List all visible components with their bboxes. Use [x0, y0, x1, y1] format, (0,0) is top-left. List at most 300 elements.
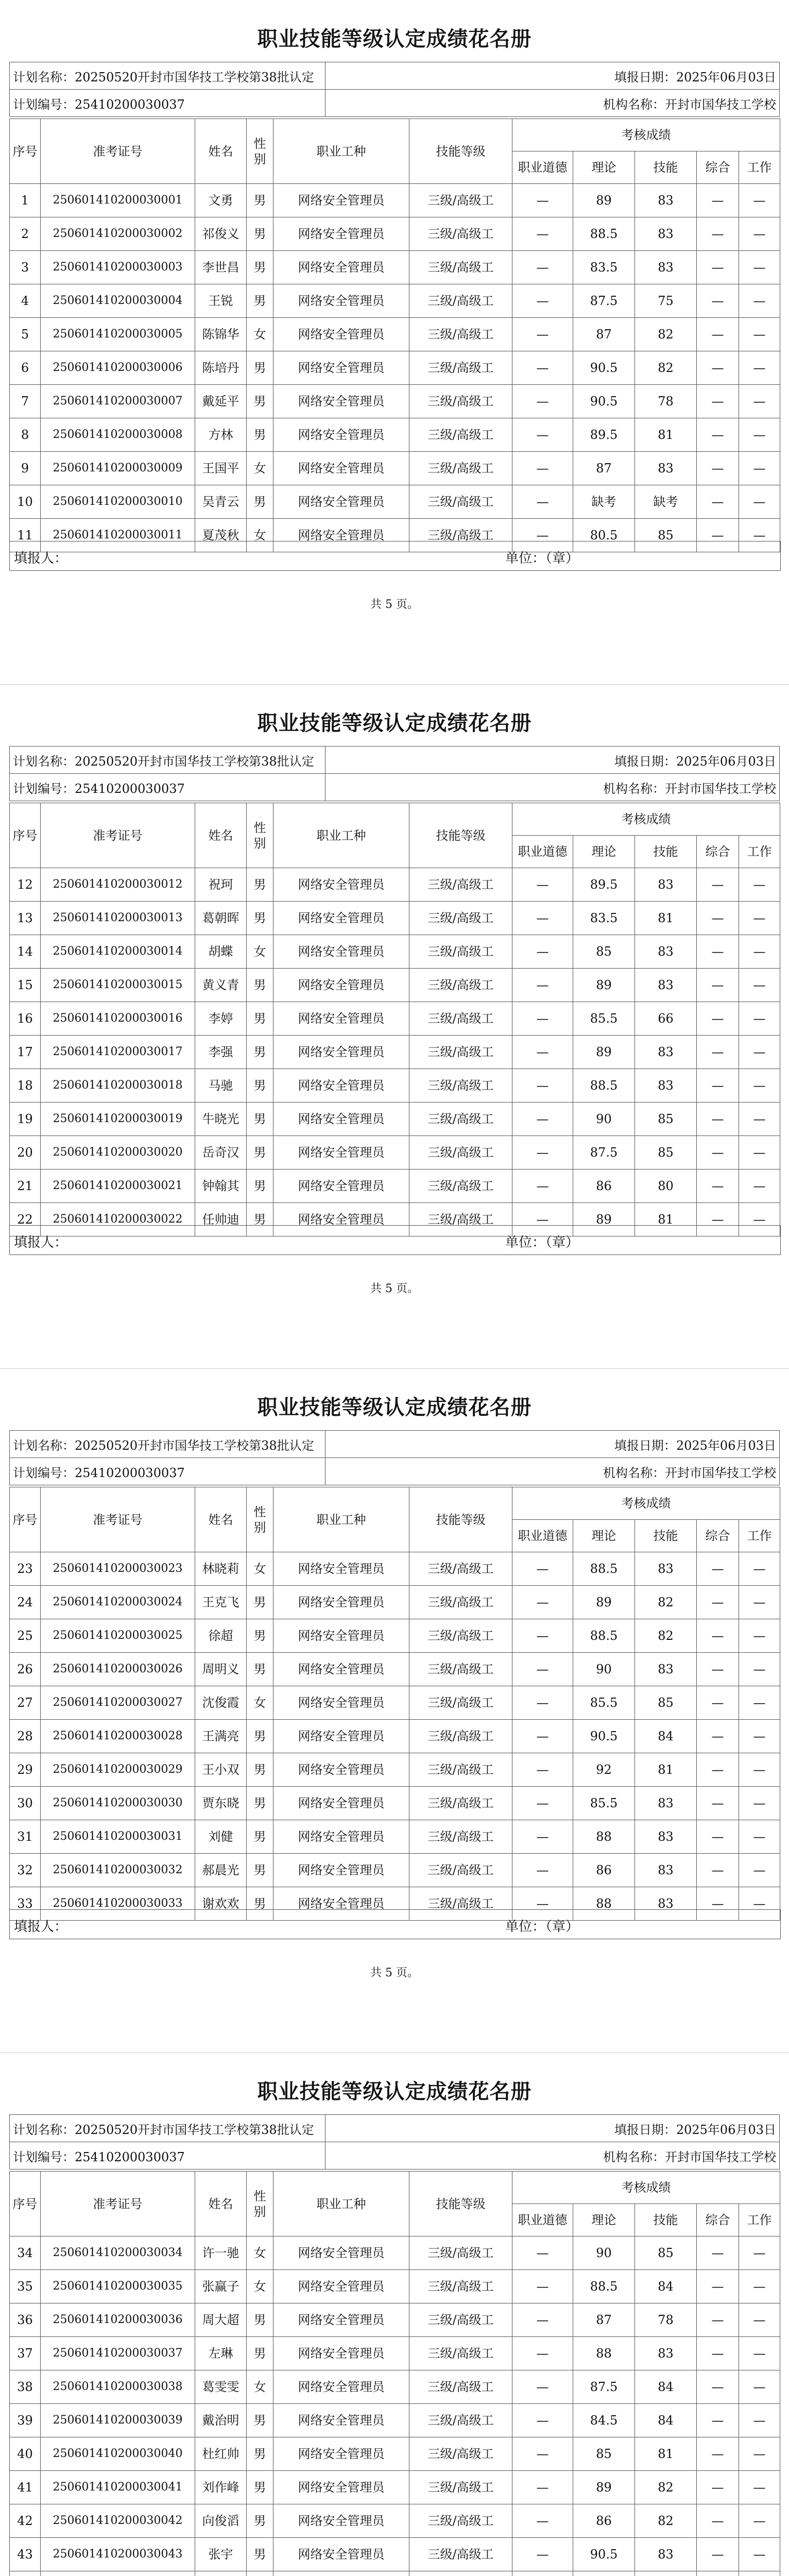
cell-seq: 5 — [10, 318, 41, 351]
cell-theory: 87 — [573, 318, 635, 351]
cell-ticket: 250601410200030023 — [41, 1552, 195, 1586]
cell-skill: 83 — [635, 452, 697, 485]
cell-work: — — [739, 1854, 780, 1887]
cell-seq: 36 — [10, 2303, 41, 2337]
cell-job: 网络安全管理员 — [273, 1720, 409, 1753]
table-row — [10, 2270, 780, 2303]
cell-ethics: — — [512, 2236, 573, 2270]
cell-name: 文勇 — [195, 184, 247, 217]
cell-seq: 27 — [10, 1686, 41, 1720]
plan-info-table — [9, 1430, 780, 1485]
table-row — [10, 184, 780, 217]
cell-work — [739, 2571, 780, 2576]
table-row — [10, 1136, 780, 1170]
cell-ticket: 250601410200030029 — [41, 1753, 195, 1787]
table-row — [10, 385, 780, 418]
cell-overall: — — [697, 1136, 739, 1170]
cell-job: 网络安全管理员 — [273, 251, 409, 284]
cell-ticket: 250601410200030017 — [41, 1036, 195, 1069]
cell-ticket: 250601410200030033 — [41, 1887, 195, 1921]
cell-ethics: — — [512, 902, 573, 935]
cell-name: 杜红帅 — [195, 2437, 247, 2471]
cell-name: 贾东晓 — [195, 1787, 247, 1820]
cell-overall: — — [697, 2471, 739, 2504]
cell-job: 网络安全管理员 — [273, 1586, 409, 1619]
cell-ethics: — — [512, 1854, 573, 1887]
cell-job: 网络安全管理员 — [273, 385, 409, 418]
cell-theory: 85.5 — [573, 1686, 635, 1720]
cell-skill: 81 — [635, 418, 697, 452]
cell-ethics: — — [512, 1753, 573, 1787]
col-theory: 理论 — [573, 151, 635, 184]
cell-ethics: — — [512, 418, 573, 452]
cell-gender — [247, 2571, 273, 2576]
cell-theory: 89 — [573, 1036, 635, 1069]
cell-skill — [635, 2571, 697, 2576]
col-scores: 考核成绩 — [512, 2172, 780, 2204]
cell-job: 网络安全管理员 — [273, 452, 409, 485]
cell-ethics: — — [512, 868, 573, 902]
reporter-label: 填报人： — [14, 1235, 68, 1250]
cell-skill: 83 — [635, 2337, 697, 2370]
cell-skill: 80 — [635, 1170, 697, 1203]
col-work: 工作 — [739, 151, 780, 184]
cell-theory: 88.5 — [573, 2270, 635, 2303]
cell-name: 王小双 — [195, 1753, 247, 1787]
table-row — [10, 1787, 780, 1820]
cell-gender: 女 — [247, 2236, 273, 2270]
cell-ethics: — — [512, 2370, 573, 2404]
cell-gender: 女 — [247, 1686, 273, 1720]
cell-overall: — — [697, 902, 739, 935]
cell-ethics: — — [512, 1820, 573, 1854]
cell-seq: 1 — [10, 184, 41, 217]
org-name: 机构名称：开封市国华技工学校 — [325, 90, 780, 117]
cell-seq: 29 — [10, 1753, 41, 1787]
cell-work: — — [739, 2370, 780, 2404]
cell-overall: — — [697, 1653, 739, 1686]
col-ticket: 准考证号 — [41, 2172, 195, 2236]
cell-overall: — — [697, 2270, 739, 2303]
cell-ethics: — — [512, 1136, 573, 1170]
cell-level: 三级/高级工 — [409, 385, 512, 418]
cell-gender: 男 — [247, 485, 273, 519]
cell-gender: 女 — [247, 1552, 273, 1586]
cell-ticket: 250601410200030042 — [41, 2504, 195, 2538]
cell-work: — — [739, 2303, 780, 2337]
cell-work: — — [739, 1653, 780, 1686]
cell-job: 网络安全管理员 — [273, 1203, 409, 1236]
page-title: 职业技能等级认定成绩花名册 — [257, 1395, 532, 1419]
col-gender: 性别 — [247, 119, 273, 184]
cell-ticket: 250601410200030024 — [41, 1586, 195, 1619]
table-row — [10, 2571, 780, 2576]
cell-overall: — — [697, 1552, 739, 1586]
cell-level: 三级/高级工 — [409, 1720, 512, 1753]
cell-overall: — — [697, 1720, 739, 1753]
table-row — [10, 318, 780, 351]
table-row — [10, 2337, 780, 2370]
cell-job: 网络安全管理员 — [273, 2538, 409, 2571]
cell-ethics: — — [512, 1686, 573, 1720]
document-page — [0, 684, 789, 1369]
cell-name: 李世昌 — [195, 251, 247, 284]
cell-work: — — [739, 251, 780, 284]
cell-skill: 83 — [635, 1653, 697, 1686]
cell-work: — — [739, 2337, 780, 2370]
cell-level: 三级/高级工 — [409, 1203, 512, 1236]
cell-skill: 85 — [635, 2236, 697, 2270]
cell-ethics: — — [512, 2504, 573, 2538]
cell-seq: 28 — [10, 1720, 41, 1753]
cell-work: — — [739, 1203, 780, 1236]
cell-gender: 男 — [247, 1820, 273, 1854]
col-name: 姓名 — [195, 803, 247, 868]
cell-theory: 90 — [573, 1103, 635, 1136]
cell-seq: 30 — [10, 1787, 41, 1820]
cell-ticket — [41, 2571, 195, 2576]
cell-ethics: — — [512, 1619, 573, 1653]
cell-theory: 89.5 — [573, 868, 635, 902]
cell-gender: 男 — [247, 1887, 273, 1921]
cell-level: 三级/高级工 — [409, 1820, 512, 1854]
cell-ethics: — — [512, 2404, 573, 2437]
cell-level: 三级/高级工 — [409, 485, 512, 519]
cell-work: — — [739, 1720, 780, 1753]
cell-ticket: 250601410200030038 — [41, 2370, 195, 2404]
cell-job: 网络安全管理员 — [273, 184, 409, 217]
col-level: 技能等级 — [409, 1487, 512, 1552]
cell-ticket: 250601410200030022 — [41, 1203, 195, 1236]
cell-overall: — — [697, 418, 739, 452]
cell-seq: 20 — [10, 1136, 41, 1170]
unit-seal-label: 单位：（章） — [505, 551, 579, 566]
table-row — [10, 1170, 780, 1203]
cell-seq: 31 — [10, 1820, 41, 1854]
cell-level: 三级/高级工 — [409, 418, 512, 452]
cell-name: 夏茂秋 — [195, 519, 247, 552]
table-row — [10, 2404, 780, 2437]
col-skill: 技能 — [635, 151, 697, 184]
cell-gender: 男 — [247, 1619, 273, 1653]
table-row — [10, 1036, 780, 1069]
table-row — [10, 2504, 780, 2538]
cell-job: 网络安全管理员 — [273, 418, 409, 452]
table-row — [10, 2471, 780, 2504]
cell-gender: 男 — [247, 1753, 273, 1787]
col-scores: 考核成绩 — [512, 803, 780, 836]
table-row — [10, 251, 780, 284]
cell-ticket: 250601410200030008 — [41, 418, 195, 452]
cell-theory: 86 — [573, 2504, 635, 2538]
cell-ticket: 250601410200030026 — [41, 1653, 195, 1686]
cell-gender: 男 — [247, 2504, 273, 2538]
cell-level: 三级/高级工 — [409, 1552, 512, 1586]
cell-skill: 82 — [635, 2504, 697, 2538]
plan-name: 计划名称：20250520开封市国华技工学校第38批认定 — [10, 2115, 325, 2142]
cell-level: 三级/高级工 — [409, 868, 512, 902]
cell-job: 网络安全管理员 — [273, 2270, 409, 2303]
cell-seq: 3 — [10, 251, 41, 284]
cell-overall: — — [697, 2236, 739, 2270]
cell-ticket: 250601410200030011 — [41, 519, 195, 552]
cell-ticket: 250601410200030009 — [41, 452, 195, 485]
cell-overall: — — [697, 2437, 739, 2471]
cell-skill: 82 — [635, 1619, 697, 1653]
cell-ethics: — — [512, 969, 573, 1002]
cell-gender: 男 — [247, 1136, 273, 1170]
cell-ethics — [512, 2571, 573, 2576]
cell-level: 三级/高级工 — [409, 1069, 512, 1103]
col-theory: 理论 — [573, 1520, 635, 1552]
cell-name — [195, 2571, 247, 2576]
cell-name: 祝珂 — [195, 868, 247, 902]
col-ticket: 准考证号 — [41, 119, 195, 184]
cell-name: 许一驰 — [195, 2236, 247, 2270]
cell-work: — — [739, 2404, 780, 2437]
cell-gender: 男 — [247, 418, 273, 452]
col-work: 工作 — [739, 836, 780, 868]
cell-name: 牛晓光 — [195, 1103, 247, 1136]
cell-ethics: — — [512, 1002, 573, 1036]
cell-skill: 81 — [635, 1203, 697, 1236]
table-row — [10, 1619, 780, 1653]
cell-skill: 83 — [635, 251, 697, 284]
reporter-label: 填报人： — [14, 1919, 68, 1935]
cell-overall: — — [697, 1887, 739, 1921]
cell-overall: — — [697, 1036, 739, 1069]
cell-seq: 42 — [10, 2504, 41, 2538]
cell-skill: 缺考 — [635, 485, 697, 519]
col-skill: 技能 — [635, 2204, 697, 2236]
cell-theory: 92 — [573, 1753, 635, 1787]
cell-job: 网络安全管理员 — [273, 1854, 409, 1887]
cell-seq: 39 — [10, 2404, 41, 2437]
cell-seq: 4 — [10, 284, 41, 318]
cell-level: 三级/高级工 — [409, 935, 512, 969]
cell-level: 三级/高级工 — [409, 1002, 512, 1036]
cell-seq: 34 — [10, 2236, 41, 2270]
cell-gender: 男 — [247, 1170, 273, 1203]
cell-level: 三级/高级工 — [409, 1686, 512, 1720]
cell-ticket: 250601410200030034 — [41, 2236, 195, 2270]
col-seq: 序号 — [10, 1487, 41, 1552]
cell-name: 吴青云 — [195, 485, 247, 519]
cell-skill: 83 — [635, 1036, 697, 1069]
cell-overall: — — [697, 935, 739, 969]
cell-theory — [573, 2571, 635, 2576]
cell-seq: 22 — [10, 1203, 41, 1236]
table-row — [10, 418, 780, 452]
table-row — [10, 2303, 780, 2337]
table-row — [10, 969, 780, 1002]
cell-level: 三级/高级工 — [409, 1103, 512, 1136]
page-title: 职业技能等级认定成绩花名册 — [257, 711, 532, 735]
cell-work: — — [739, 1103, 780, 1136]
cell-theory: 85.5 — [573, 1002, 635, 1036]
cell-ethics: — — [512, 452, 573, 485]
cell-overall: — — [697, 1203, 739, 1236]
org-name: 机构名称：开封市国华技工学校 — [325, 774, 780, 801]
cell-ticket: 250601410200030016 — [41, 1002, 195, 1036]
cell-name: 戴治明 — [195, 2404, 247, 2437]
cell-work: — — [739, 1686, 780, 1720]
cell-work: — — [739, 1170, 780, 1203]
cell-job: 网络安全管理员 — [273, 2303, 409, 2337]
cell-ethics: — — [512, 2471, 573, 2504]
table-row — [10, 2236, 780, 2270]
cell-job: 网络安全管理员 — [273, 284, 409, 318]
cell-gender: 男 — [247, 969, 273, 1002]
table-row — [10, 2370, 780, 2404]
cell-ticket: 250601410200030005 — [41, 318, 195, 351]
page-title: 职业技能等级认定成绩花名册 — [257, 27, 532, 51]
cell-work: — — [739, 351, 780, 385]
cell-work: — — [739, 184, 780, 217]
plan-name: 计划名称：20250520开封市国华技工学校第38批认定 — [10, 62, 325, 90]
cell-name: 李强 — [195, 1036, 247, 1069]
cell-seq: 37 — [10, 2337, 41, 2370]
cell-theory: 89 — [573, 2471, 635, 2504]
cell-level: 三级/高级工 — [409, 1653, 512, 1686]
cell-skill: 81 — [635, 902, 697, 935]
table-row — [10, 2538, 780, 2571]
cell-job: 网络安全管理员 — [273, 2437, 409, 2471]
cell-ethics: — — [512, 1170, 573, 1203]
col-seq: 序号 — [10, 2172, 41, 2236]
cell-gender: 男 — [247, 2538, 273, 2571]
cell-ticket: 250601410200030036 — [41, 2303, 195, 2337]
cell-seq: 19 — [10, 1103, 41, 1136]
cell-seq: 13 — [10, 902, 41, 935]
cell-gender: 男 — [247, 1069, 273, 1103]
cell-seq: 12 — [10, 868, 41, 902]
cell-seq: 40 — [10, 2437, 41, 2471]
cell-ticket: 250601410200030003 — [41, 251, 195, 284]
cell-seq: 2 — [10, 217, 41, 251]
cell-name: 郝晨光 — [195, 1854, 247, 1887]
cell-overall: — — [697, 351, 739, 385]
cell-gender: 男 — [247, 1854, 273, 1887]
cell-overall: — — [697, 251, 739, 284]
cell-job: 网络安全管理员 — [273, 1170, 409, 1203]
cell-level: 三级/高级工 — [409, 1753, 512, 1787]
cell-level: 三级/高级工 — [409, 2337, 512, 2370]
cell-theory: 86 — [573, 1170, 635, 1203]
cell-job: 网络安全管理员 — [273, 519, 409, 552]
cell-gender: 男 — [247, 1002, 273, 1036]
report-date: 填报日期：2025年06月03日 — [325, 62, 780, 90]
plan-info-table — [9, 2114, 780, 2170]
cell-name: 王满亮 — [195, 1720, 247, 1753]
plan-name: 计划名称：20250520开封市国华技工学校第38批认定 — [10, 1431, 325, 1458]
cell-job: 网络安全管理员 — [273, 1069, 409, 1103]
cell-level: 三级/高级工 — [409, 284, 512, 318]
cell-ethics: — — [512, 1552, 573, 1586]
table-row — [10, 1686, 780, 1720]
cell-level: 三级/高级工 — [409, 519, 512, 552]
cell-overall: — — [697, 2337, 739, 2370]
cell-name: 周大超 — [195, 2303, 247, 2337]
cell-level: 三级/高级工 — [409, 2471, 512, 2504]
cell-theory: 88.5 — [573, 1069, 635, 1103]
cell-level: 三级/高级工 — [409, 318, 512, 351]
cell-name: 岳奇汉 — [195, 1136, 247, 1170]
cell-skill: 78 — [635, 385, 697, 418]
plan-number: 计划编号：25410200030037 — [10, 774, 325, 801]
table-row — [10, 217, 780, 251]
cell-work: — — [739, 2538, 780, 2571]
cell-seq: 14 — [10, 935, 41, 969]
cell-overall: — — [697, 1586, 739, 1619]
cell-work: — — [739, 385, 780, 418]
plan-number: 计划编号：25410200030037 — [10, 90, 325, 117]
cell-work: — — [739, 1820, 780, 1854]
cell-overall: — — [697, 1753, 739, 1787]
cell-job: 网络安全管理员 — [273, 902, 409, 935]
cell-level: 三级/高级工 — [409, 1854, 512, 1887]
cell-ethics: — — [512, 1586, 573, 1619]
cell-seq: 10 — [10, 485, 41, 519]
col-job: 职业工种 — [273, 2172, 409, 2236]
cell-skill: 83 — [635, 1787, 697, 1820]
cell-name: 刘健 — [195, 1820, 247, 1854]
cell-skill: 83 — [635, 1854, 697, 1887]
cell-ticket: 250601410200030035 — [41, 2270, 195, 2303]
cell-work: — — [739, 1136, 780, 1170]
score-table — [9, 2171, 780, 2576]
col-theory: 理论 — [573, 2204, 635, 2236]
cell-name: 左琳 — [195, 2337, 247, 2370]
cell-work: — — [739, 1002, 780, 1036]
cell-job: 网络安全管理员 — [273, 1753, 409, 1787]
cell-job: 网络安全管理员 — [273, 1136, 409, 1170]
cell-ethics: — — [512, 1887, 573, 1921]
cell-ethics: — — [512, 284, 573, 318]
cell-ethics: — — [512, 485, 573, 519]
cell-overall: — — [697, 1686, 739, 1720]
cell-overall: — — [697, 1069, 739, 1103]
cell-overall: — — [697, 318, 739, 351]
cell-theory: 90 — [573, 2236, 635, 2270]
cell-ticket: 250601410200030041 — [41, 2471, 195, 2504]
cell-gender: 男 — [247, 184, 273, 217]
cell-skill: 83 — [635, 1887, 697, 1921]
cell-skill: 84 — [635, 2404, 697, 2437]
cell-overall: — — [697, 1002, 739, 1036]
cell-ethics: — — [512, 1103, 573, 1136]
cell-name: 林晓莉 — [195, 1552, 247, 1586]
cell-name: 李婷 — [195, 1002, 247, 1036]
cell-gender: 男 — [247, 2303, 273, 2337]
cell-ticket: 250601410200030028 — [41, 1720, 195, 1753]
cell-skill: 81 — [635, 2437, 697, 2471]
cell-overall: — — [697, 1103, 739, 1136]
cell-gender: 男 — [247, 217, 273, 251]
cell-ethics: — — [512, 1720, 573, 1753]
document-page — [0, 0, 789, 685]
cell-ethics: — — [512, 385, 573, 418]
plan-info-table — [9, 746, 780, 801]
cell-seq: 35 — [10, 2270, 41, 2303]
cell-job: 网络安全管理员 — [273, 935, 409, 969]
cell-seq: 26 — [10, 1653, 41, 1686]
cell-overall: — — [697, 452, 739, 485]
cell-gender: 男 — [247, 902, 273, 935]
cell-job — [273, 2571, 409, 2576]
cell-name: 张宇 — [195, 2538, 247, 2571]
col-level: 技能等级 — [409, 119, 512, 184]
